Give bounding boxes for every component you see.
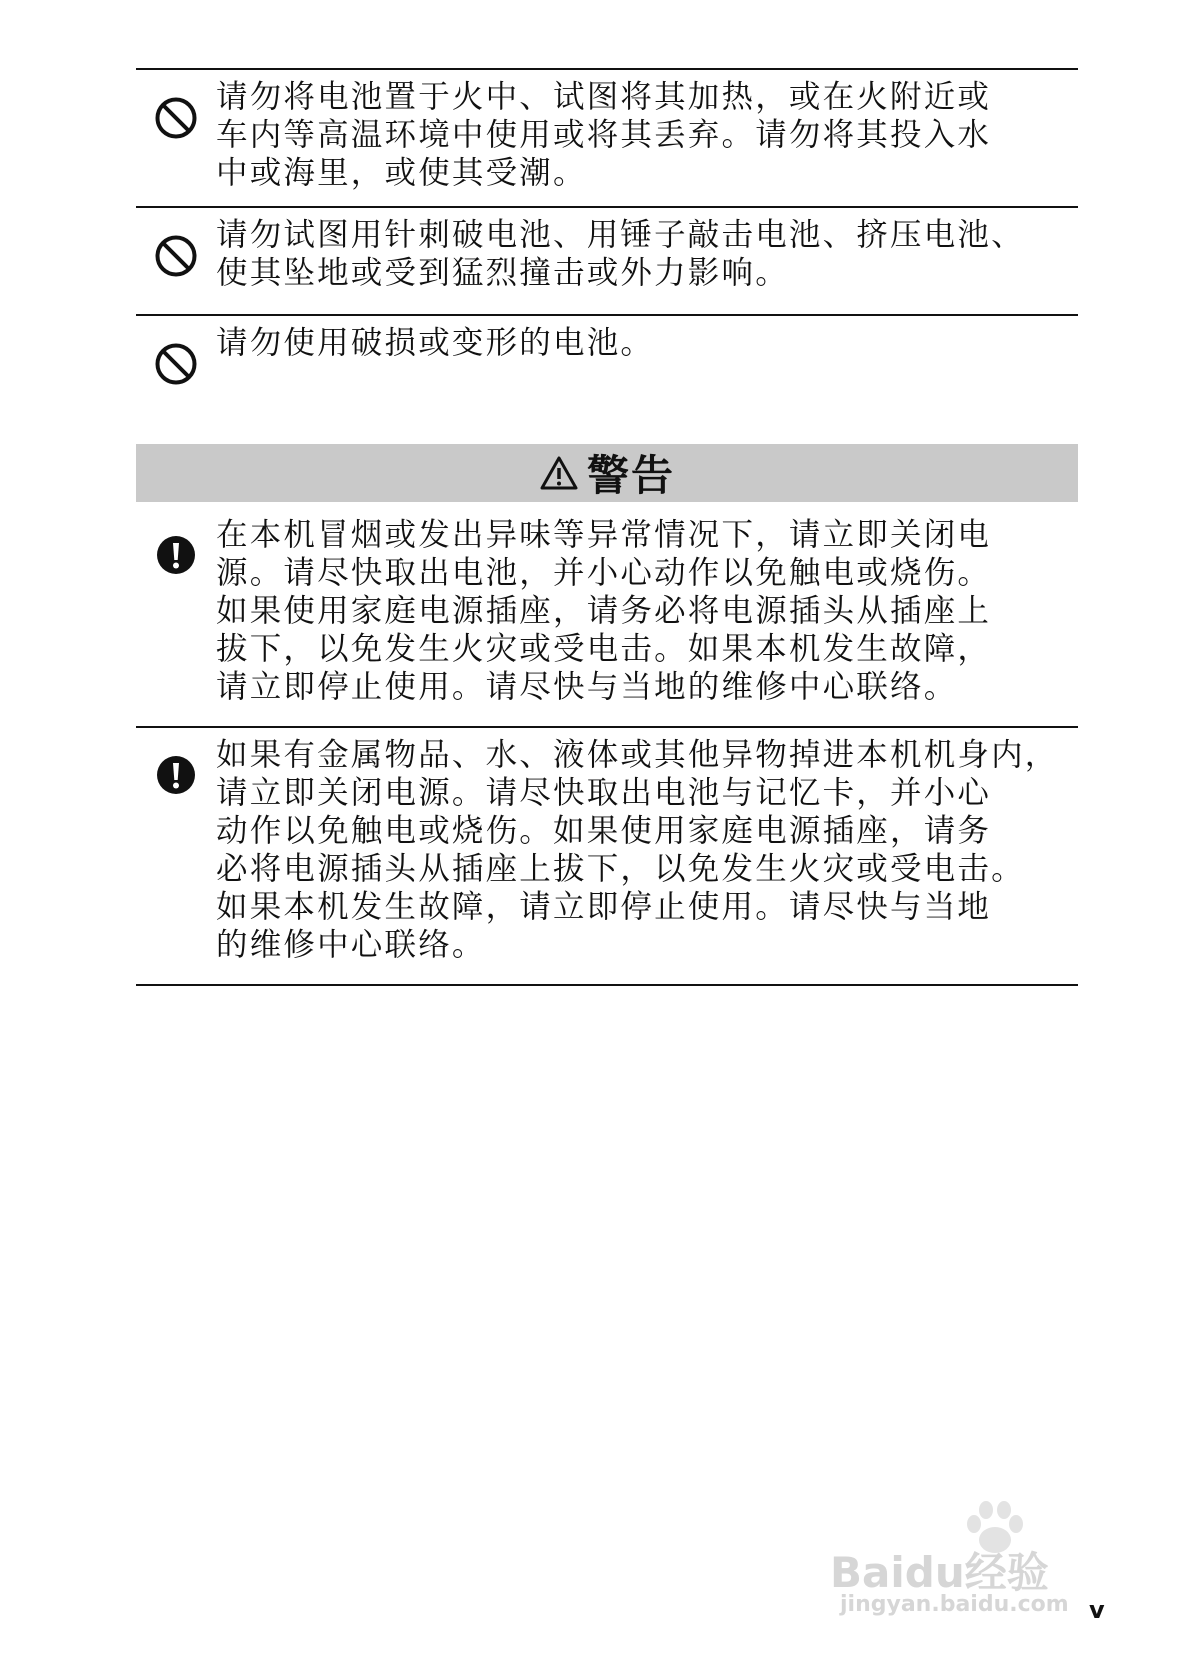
prohibition-text: 请勿试图用针刺破电池、用锤子敲击电池、挤压电池、 使其坠地或受到猛烈撞击或外力影响。	[216, 217, 1025, 291]
prohibition-item	[136, 316, 1078, 386]
prohibition-text: 请勿使用破损或变形的电池。	[216, 325, 655, 361]
warning-item	[136, 728, 1078, 984]
prohibited-icon	[154, 342, 198, 386]
warning-text: 如果有金属物品、水、液体或其他异物掉进本机机身内， 请立即关闭电源。请尽快取出电池与记忆卡，并小心 动作以免触电或烧伤。如果使用家庭电源插座，请务 必将电源插头从插座上拔下，以免发生火灾或受电击。 如果本机发生故障，请立即停止使用。请尽快与当地 的维修中心联络。	[216, 737, 1059, 963]
page-number: v	[1089, 1596, 1105, 1624]
safety-content	[136, 68, 1078, 986]
prohibition-item	[136, 208, 1078, 314]
watermark-url: jingyan.baidu.com	[840, 1592, 1069, 1617]
prohibited-icon	[154, 234, 198, 278]
warning-banner	[136, 444, 1078, 502]
warning-text: 在本机冒烟或发出异味等异常情况下，请立即关闭电 源。请尽快取出电池，并小心动作以免触电或烧伤。 如果使用家庭电源插座，请务必将电源插头从插座上 拔下，以免发生火灾或受电击。如果本机发生故障， 请立即停止使用。请尽快与当地的维修中心联络。	[216, 517, 992, 705]
divider	[136, 984, 1078, 986]
watermark	[830, 1500, 1130, 1620]
mandatory-action-icon	[156, 755, 196, 795]
prohibition-text: 请勿将电池置于火中、试图将其加热，或在火附近或 车内等高温环境中使用或将其丢弃。请勿将其投入水 中或海里，或使其受潮。	[216, 79, 992, 191]
mandatory-action-icon	[156, 535, 196, 575]
watermark-brand: Baidu经验	[830, 1548, 1049, 1597]
warning-title: 警告	[586, 451, 675, 500]
warning-item	[136, 502, 1078, 726]
warning-triangle-icon	[539, 455, 579, 491]
prohibited-icon	[154, 96, 198, 140]
prohibition-item	[136, 70, 1078, 206]
